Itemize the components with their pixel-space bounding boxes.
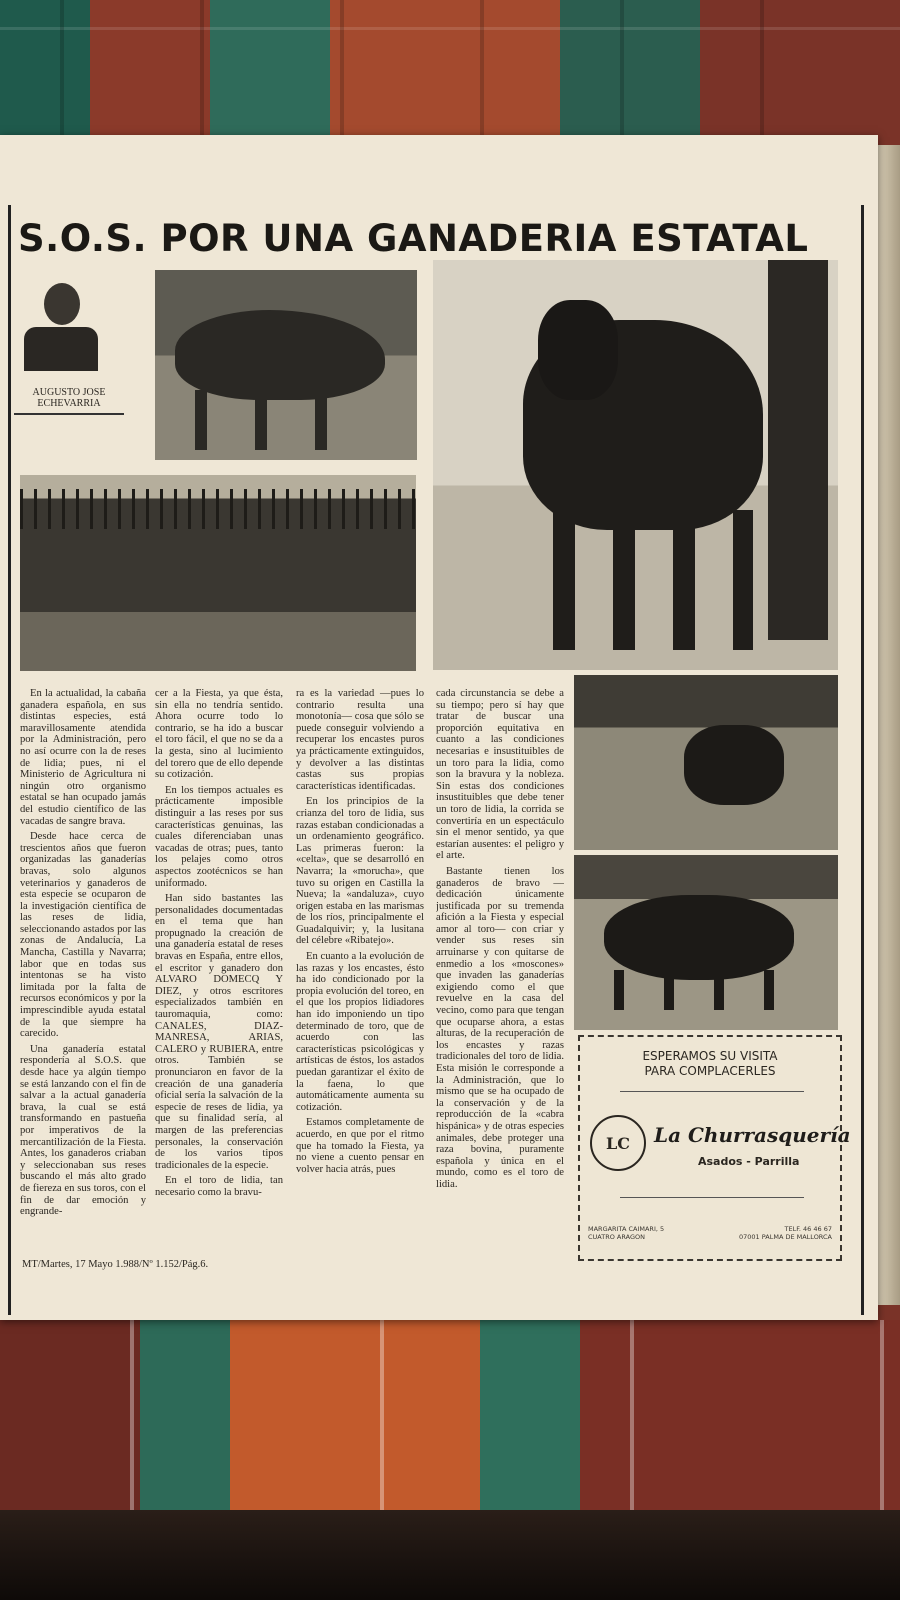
paragraph: Estamos completamente de acuerdo, en que por el ritmo que ha tomado la Fiesta, ya no viene a cuento pensar en volver hacia atrás, pues [296,1117,424,1175]
article-column-1 [20,688,146,1258]
author-body-shape [24,327,98,371]
author-photo [18,275,102,385]
bull-photo-large [433,260,838,670]
bull-silhouette [684,725,784,805]
paragraph: En la actualidad, la cabaña ganadera española, en sus distintas especies, está maravillosamente atendida por la Administración, pero no así ocurre con la de reses de lidia; pues, ni el Ministerio de Agricultura ni ningún otro organismo estatal se han ocupado jamás del estudio científico de las vacadas de sangre brava. [20,688,146,827]
bull-legs [553,510,753,650]
paragraph: En los tiempos actuales es prácticamente imposible distinguir a las reses por sus características genuinas, las cuales diferenciaban unas vacadas de otras; pues, tanto los pelajes como otros aspectos zootécnicos se han uniformado. [155,784,283,889]
bull-legs [195,390,365,450]
paragraph: Desde hace cerca de trescientos años que fueron organizadas las ganaderías bravas, solo algunos veterinarios y ganaderos de esta especie se ocuparon de la investigación científica de las reses de lidia, seleccionando astados por las zonas de Andalucía, La Mancha, Castilla y Navarra; labor que en todas sus intentonas se ha visto limitada por la falta de recursos económicos y por la imprescindible ayuda estatal de la que siempre ha carecido. [20,831,146,1040]
paragraph: En el toro de lidia, tan necesario como la bravu- [155,1175,283,1198]
ad-title [580,1049,840,1079]
ad-divider [620,1091,804,1092]
ad-title-line-2: PARA COMPLACERLES [644,1064,776,1078]
ad-address [588,1225,664,1241]
paragraph: Bastante tienen los ganaderos de bravo —dedicación únicamente justificada por su tremenda afición a la Fiesta y especial amor al toro— con criar y vender sus reses sin arruinarse y con quitarse de enmedio a los «moscones» que invaden las ganaderías exigiendo como el que revuelve en la casa del vecino, como para que tengan que ocuparse ahora, a estas alturas, de la recuperación de los encastes y razas tradicionales del toro de lidia. Esta misión le corresponde a la Administración, que lo mismo que se ha ocupado de la conservación y de la reproducción de la «cabra hispánica» y de otras especies animales, debe proteger una raza bovina, puramente española y única en el mundo, como es el toro de lidia. [436,865,564,1190]
paragraph: Una ganadería estatal respondería al S.O.S. que desde hace ya algún tiempo se está lanzando con el fin de salvar a la actual ganadería brava, la cual se está transformando en pastueña por imperativos de la mercantilización de la Fiesta. Antes, los ganaderos criaban y seleccionaban sus reses buscando el más alto grado de fiereza en sus toros, con el fin de dar emoción y engrande- [20,1043,146,1218]
tree-trunk [768,260,828,640]
paragraph: ra es la variedad —pues lo contrario resulta una monotonía— cosa que sólo se puede conseguir volviendo a recuperar los encastes puros ya prácticamente extinguidos, y devolver a las distintas castas sus propias características identificadas. [296,688,424,792]
bull-head [538,300,618,400]
ad-address-line-2: CUATRO ARAGON [588,1233,645,1241]
restaurant-logo-icon: LC [590,1115,646,1171]
author-head-shape [44,283,80,325]
newspaper-page [0,135,878,1320]
article-column-2 [155,688,283,1258]
restaurant-advertisement [578,1035,851,1261]
bull-silhouette [604,895,794,980]
bull-photo-small-1 [574,675,838,850]
tablecloth-background [0,1320,900,1520]
author-byline: AUGUSTO JOSE ECHEVARRIA [14,387,124,415]
bull-silhouette [175,310,385,400]
page-footer: MT/Martes, 17 Mayo 1.988/Nº 1.152/Pág.6. [22,1259,209,1270]
paragraph: cer a la Fiesta, ya que ésta, sin ella no tendría sentido. Ahora ocurre todo lo contrario, se ha ido a buscar el toro fácil, el que no se da a la gesta, sino al lucimiento del torero que de ello depende su cotización. [155,688,283,781]
ad-address-line-1: MARGARITA CAIMARI, 5 [588,1225,665,1233]
ad-phone: TELF. 46 46 67 [784,1225,832,1233]
ad-divider [620,1197,804,1198]
paragraph: En cuanto a la evolución de las razas y los encastes, ésto ha ido condicionado por la propia evolución del toreo, en el que los propios lidiadores han ido imponiendo un tipo determinado de toro, que de acuerdo con las características psicológicas y artísticas de éstos, los astados puedan garantizar el éxito de la faena, lo que automáticamente aumenta su cotización. [296,951,424,1113]
article-column-3 [296,688,424,1258]
paragraph: En los principios de la crianza del toro de lidia, sus razas estaban condicionadas a un ordenamiento geográfico. Las primeras fueron: la «celta», que se desarrolló en Navarra; la «morucha», que tuvo su origen en Castilla la Nueva; la «andaluza», cuyo origen estaba en las marismas de los ríos, principalmente el Guadalquivir; y, la lusitana del célebre «Ribatejo». [296,796,424,947]
floor-background [0,1510,900,1600]
ad-contact [739,1225,832,1241]
article-column-4 [436,688,564,1258]
bull-legs [614,970,784,1010]
bull-photo-top-left [155,270,417,460]
paragraph: cada circunstancia se debe a su tiempo; pero sí hay que tratar de buscar una proporción equitativa en cuanto a las condiciones necesarias e insustituibles de un toro para la lidia, como son la bravura y la nobleza. Sin estas dos condiciones insustituibles que debe tener un toro de lidia, la corrida se convertiría en un espectáculo sin el menor sentido, ya que estarían ausentes: el peligro y el arte. [436,688,564,862]
paragraph: Han sido bastantes las personalidades documentadas en el tema que han propugnado la creación de una ganadería estatal de reses bravas en España, entre ellos, el escritor y ganadero don ALVARO DOMECQ Y DIEZ, y otros escritores especializados también en tauromaquia, como: CANALES, DIAZ-MANRESA, ARIAS, CALERO y RUBIERA, entre otros. También se pronunciaron en favor de la creación de una ganadería oficial sería la salvación de la especie de reses de lidia, ya que su finalidad sería, al margen de las preferencias personales, la conservación de los varios tipos tradicionales de la especie. [155,893,283,1171]
bull-photo-small-2 [574,855,838,1030]
ad-subtitle: Asados - Parrilla [698,1155,800,1168]
next-page-edge [878,145,900,1305]
fence-shape [20,489,416,529]
headline: S.O.S. POR UNA GANADERIA ESTATAL [18,217,809,260]
ad-brand-name: La Churrasquería [654,1123,851,1147]
cattle-pens-photo [20,475,416,671]
ad-city: 07001 PALMA DE MALLORCA [739,1233,832,1241]
ad-title-line-1: ESPERAMOS SU VISITA [642,1049,778,1063]
